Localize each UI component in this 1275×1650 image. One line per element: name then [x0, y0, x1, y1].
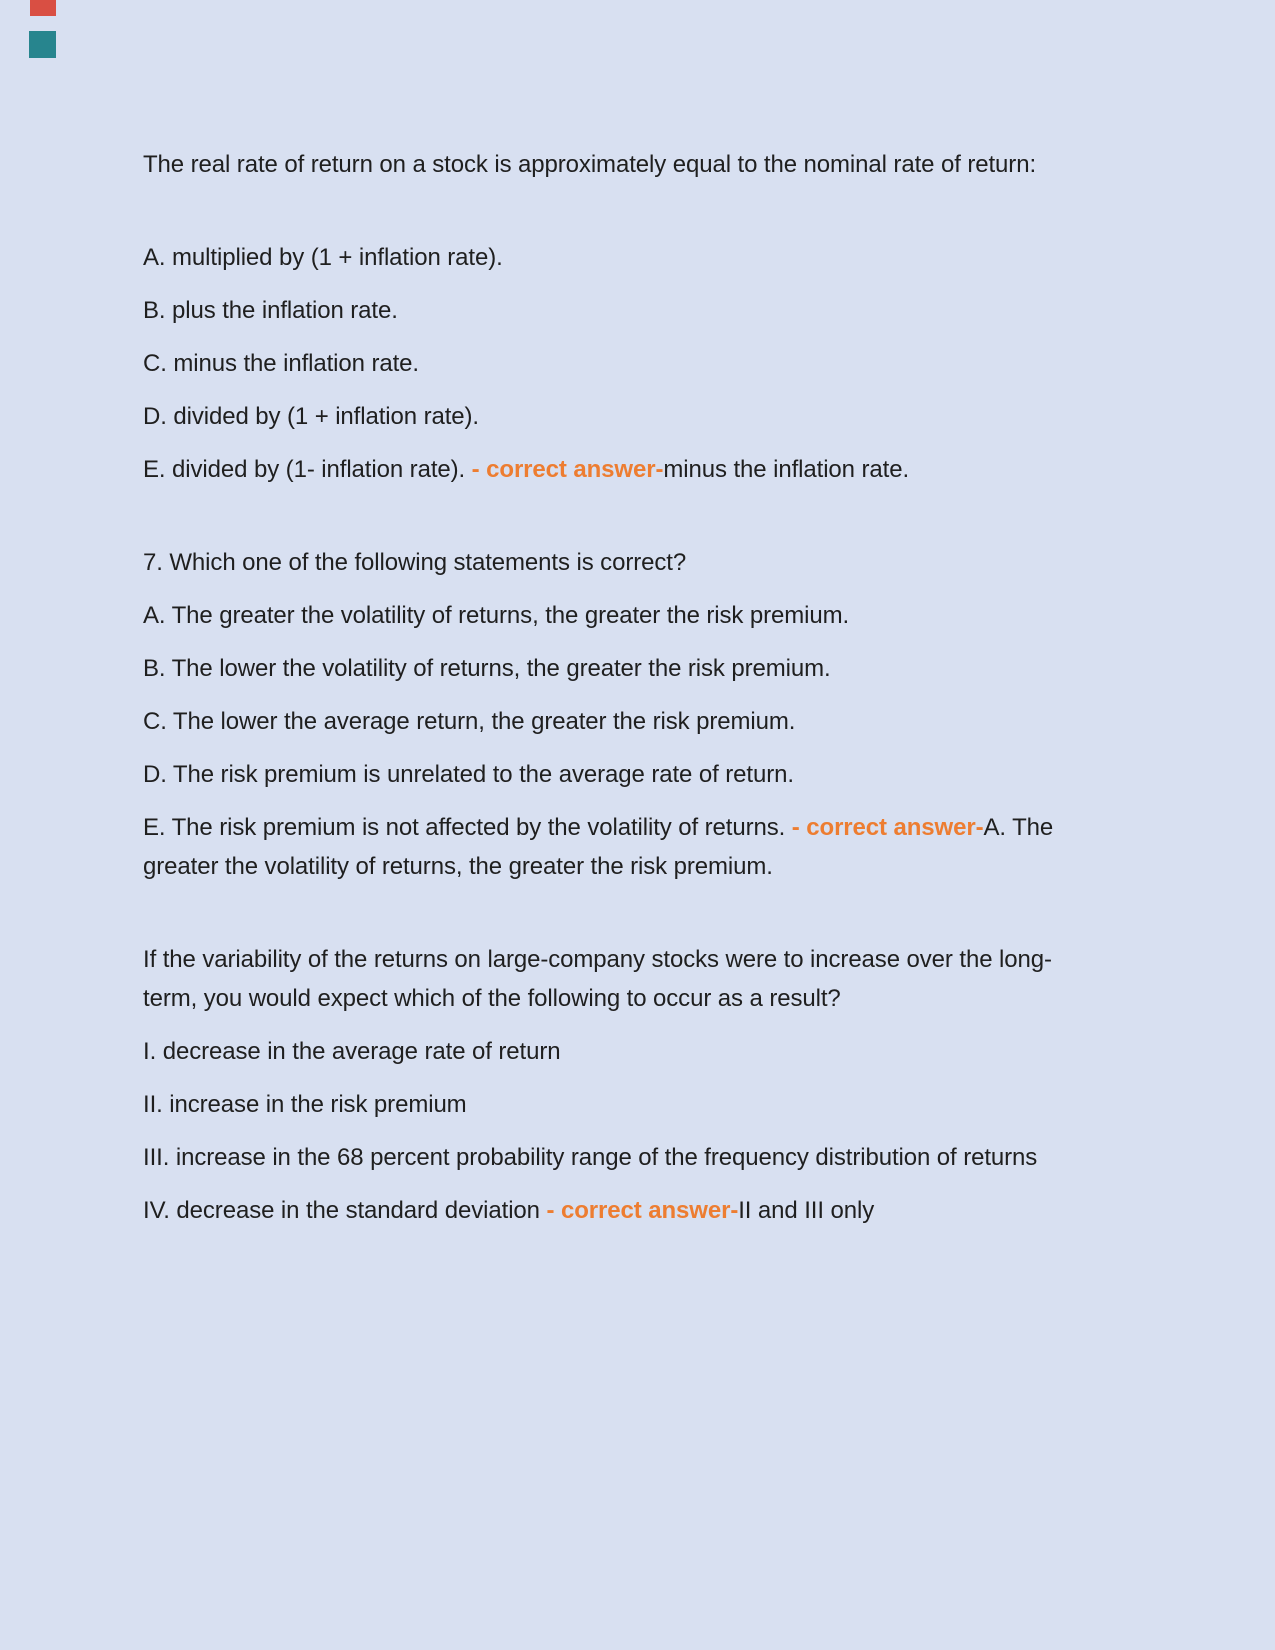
correct-answer-label: - correct answer- [546, 1197, 739, 1224]
text-run: D. The risk premium is unrelated to the average rate of return. [143, 761, 794, 788]
paragraph [143, 702, 1065, 741]
correct-answer-label: - correct answer- [791, 814, 984, 841]
paragraph [143, 1085, 1065, 1124]
paragraph [143, 145, 1065, 184]
paragraph-spacer [143, 503, 1065, 543]
paragraph [143, 1191, 1065, 1230]
paragraph [143, 450, 1065, 489]
paragraph [143, 397, 1065, 436]
document-page [143, 145, 1065, 1244]
paragraph [143, 755, 1065, 794]
text-run: minus the inflation rate. [663, 456, 910, 483]
text-run: 7. Which one of the following statements is correct? [143, 549, 687, 576]
paragraph [143, 291, 1065, 330]
text-run: I. decrease in the average rate of return [143, 1038, 561, 1065]
text-run: E. divided by (1- inflation rate). [143, 456, 472, 483]
paragraph [143, 940, 1065, 1018]
text-run: IV. decrease in the standard deviation [143, 1197, 547, 1224]
paragraph [143, 1138, 1065, 1177]
paragraph [143, 344, 1065, 383]
paragraph [143, 808, 1065, 886]
text-run: B. The lower the volatility of returns, the greater the risk premium. [143, 655, 831, 682]
teal-corner-mark [29, 31, 56, 58]
paragraph [143, 649, 1065, 688]
text-run: II. increase in the risk premium [143, 1091, 467, 1118]
text-run: C. minus the inflation rate. [143, 350, 420, 377]
paragraph [143, 238, 1065, 277]
red-corner-mark [30, 0, 56, 16]
text-run: A. The greater the volatility of returns, the greater the risk premium. [143, 814, 1054, 880]
text-run: The real rate of return on a stock is approximately equal to the nominal rate of return: [143, 151, 1037, 178]
paragraph [143, 543, 1065, 582]
text-run: C. The lower the average return, the greater the risk premium. [143, 708, 796, 735]
text-run: B. plus the inflation rate. [143, 297, 398, 324]
text-run: E. The risk premium is not affected by the volatility of returns. [143, 814, 792, 841]
text-run: A. multiplied by (1 + inflation rate). [143, 244, 503, 271]
text-run: A. The greater the volatility of returns, the greater the risk premium. [143, 602, 850, 629]
paragraph [143, 1032, 1065, 1071]
text-run: If the variability of the returns on large-company stocks were to increase over the long-term, you would expect which of the following to occur as a result? [143, 946, 1052, 1012]
text-run: II and III only [738, 1197, 875, 1224]
paragraph [143, 596, 1065, 635]
paragraph-spacer [143, 198, 1065, 238]
correct-answer-label: - correct answer- [471, 456, 664, 483]
text-run: D. divided by (1 + inflation rate). [143, 403, 480, 430]
text-run: III. increase in the 68 percent probability range of the frequency distribution of returns [143, 1144, 1038, 1171]
paragraph-spacer [143, 900, 1065, 940]
